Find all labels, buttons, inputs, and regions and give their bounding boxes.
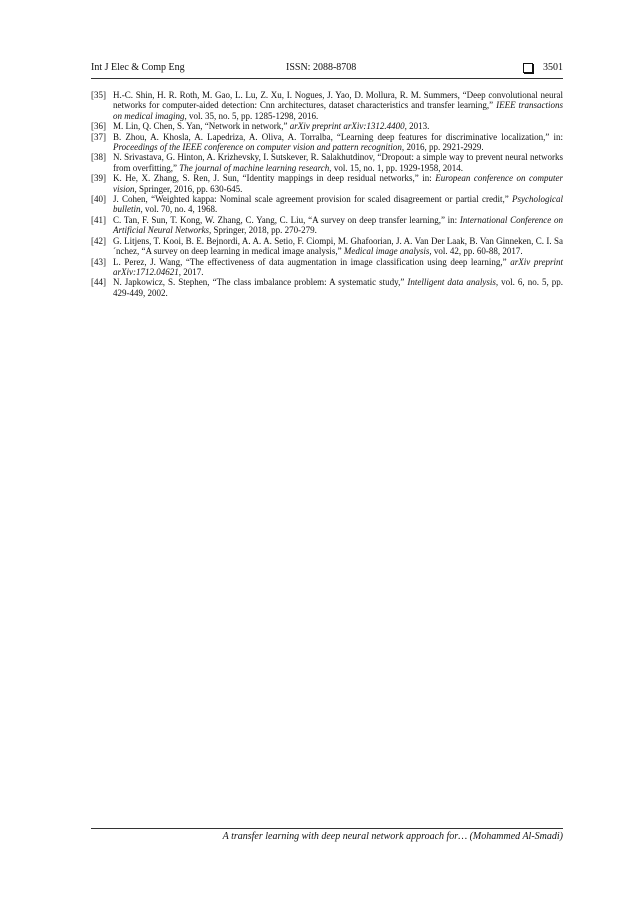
reference-item — [91, 277, 563, 298]
reference-item — [91, 236, 563, 257]
page-number: 3501 — [543, 62, 563, 73]
reference-details: vol. 6, no. 5, pp. 429-449, 2002. — [113, 277, 563, 298]
reference-venue: International Conference on Artificial Neural Networks, — [113, 214, 563, 236]
reference-details: 2016, pp. 2921-2929. — [404, 142, 484, 153]
reference-text: J. Cohen, “Weighted kappa: Nominal scale agreement provision for scaled disagreement or partial credit,” — [113, 194, 512, 205]
reference-text: N. Japkowicz, S. Stephen, “The class imbalance problem: A systematic study,” — [113, 277, 408, 288]
reference-number: [36] — [91, 121, 106, 132]
reference-item — [91, 215, 563, 236]
issn-label: ISSN: 2088-8708 — [286, 62, 357, 73]
reference-text: C. Tan, F. Sun, T. Kong, W. Zhang, C. Yang, C. Liu, “A survey on deep transfer learning,” in: — [113, 214, 460, 225]
reference-venue: IEEE transactions on medical imaging, — [113, 100, 563, 121]
reference-text: G. Litjens, T. Kooi, B. E. Bejnordi, A. A. A. Setio, F. Ciompi, M. Ghafoorian, J. A. Van Der Laak, B. Van Ginneken, C. I. Sa´nchez, “A survey on deep learning in medical image analysis,” — [113, 235, 563, 257]
reference-details: 2017. — [181, 266, 204, 277]
footer-divider — [91, 828, 563, 829]
reference-text: K. He, X. Zhang, S. Ren, J. Sun, “Identity mappings in deep residual networks,” in: — [113, 173, 436, 184]
page-header — [91, 62, 563, 78]
reference-text: M. Lin, Q. Chen, S. Yan, “Network in network,” — [113, 121, 290, 132]
running-title: A transfer learning with deep neural network approach for… (Mohammed Al-Smadi) — [222, 831, 563, 842]
reference-venue: European conference on computer vision, — [113, 173, 563, 194]
reference-text: L. Perez, J. Wang, “The effectiveness of data augmentation in image classification using deep learning,” — [113, 256, 511, 267]
reference-details: Springer, 2016, pp. 630-645. — [136, 183, 243, 194]
reference-venue: Medical image analysis, — [343, 246, 432, 257]
header-divider — [91, 78, 563, 79]
reference-number: [39] — [91, 173, 106, 184]
reference-details: 2013. — [406, 121, 430, 132]
reference-venue: Psychological bulletin, — [113, 194, 563, 215]
reference-number: [42] — [91, 235, 106, 246]
reference-text: H.-C. Shin, H. R. Roth, M. Gao, L. Lu, Z. Xu, I. Nogues, J. Yao, D. Mollura, R. M. Summers, “Deep convolutional neural networks for computer-aided detection: Cnn architectures, dataset characteristics and transfer learning,” — [113, 90, 563, 111]
reference-item — [91, 152, 563, 173]
reference-number: [35] — [91, 90, 106, 100]
reference-number: [41] — [91, 214, 106, 225]
reference-item — [91, 257, 563, 278]
reference-item — [91, 90, 563, 121]
reference-item — [91, 194, 563, 215]
reference-venue: arXiv preprint arXiv:1312.4400, — [289, 121, 407, 132]
reference-details: vol. 42, pp. 60-88, 2017. — [431, 246, 523, 257]
reference-venue: arXiv preprint arXiv:1712.04621, — [113, 256, 563, 277]
reference-number: [37] — [91, 131, 106, 142]
reference-venue: The journal of machine learning research, — [179, 162, 332, 173]
reference-number: [43] — [91, 256, 106, 267]
reference-number: [44] — [91, 277, 106, 288]
reference-details: vol. 15, no. 1, pp. 1929-1958, 2014. — [331, 162, 464, 173]
reference-number: [38] — [91, 152, 106, 163]
reference-details: vol. 70, no. 4, 1968. — [142, 204, 218, 215]
reference-item — [91, 121, 563, 131]
reference-item — [91, 132, 563, 153]
reference-venue: Intelligent data analysis, — [407, 277, 499, 288]
reference-details: Springer, 2018, pp. 270-279. — [211, 225, 317, 236]
journal-name: Int J Elec & Comp Eng — [91, 62, 185, 73]
reference-item — [91, 173, 563, 194]
reference-list — [91, 90, 563, 298]
reference-text: B. Zhou, A. Khosla, A. Lapedriza, A. Oliva, A. Torralba, “Learning deep features for discriminative localization,” in: — [113, 131, 563, 142]
reference-number: [40] — [91, 194, 106, 205]
reference-details: vol. 35, no. 5, pp. 1285-1298, 2016. — [186, 110, 319, 121]
checkbox-square-icon — [523, 63, 533, 73]
reference-venue: Proceedings of the IEEE conference on computer vision and pattern recognition, — [113, 142, 405, 153]
reference-text: N. Srivastava, G. Hinton, A. Krizhevsky, I. Sutskever, R. Salakhutdinov, “Dropout: a simple way to prevent neural networks from overfitting,” — [113, 152, 563, 173]
